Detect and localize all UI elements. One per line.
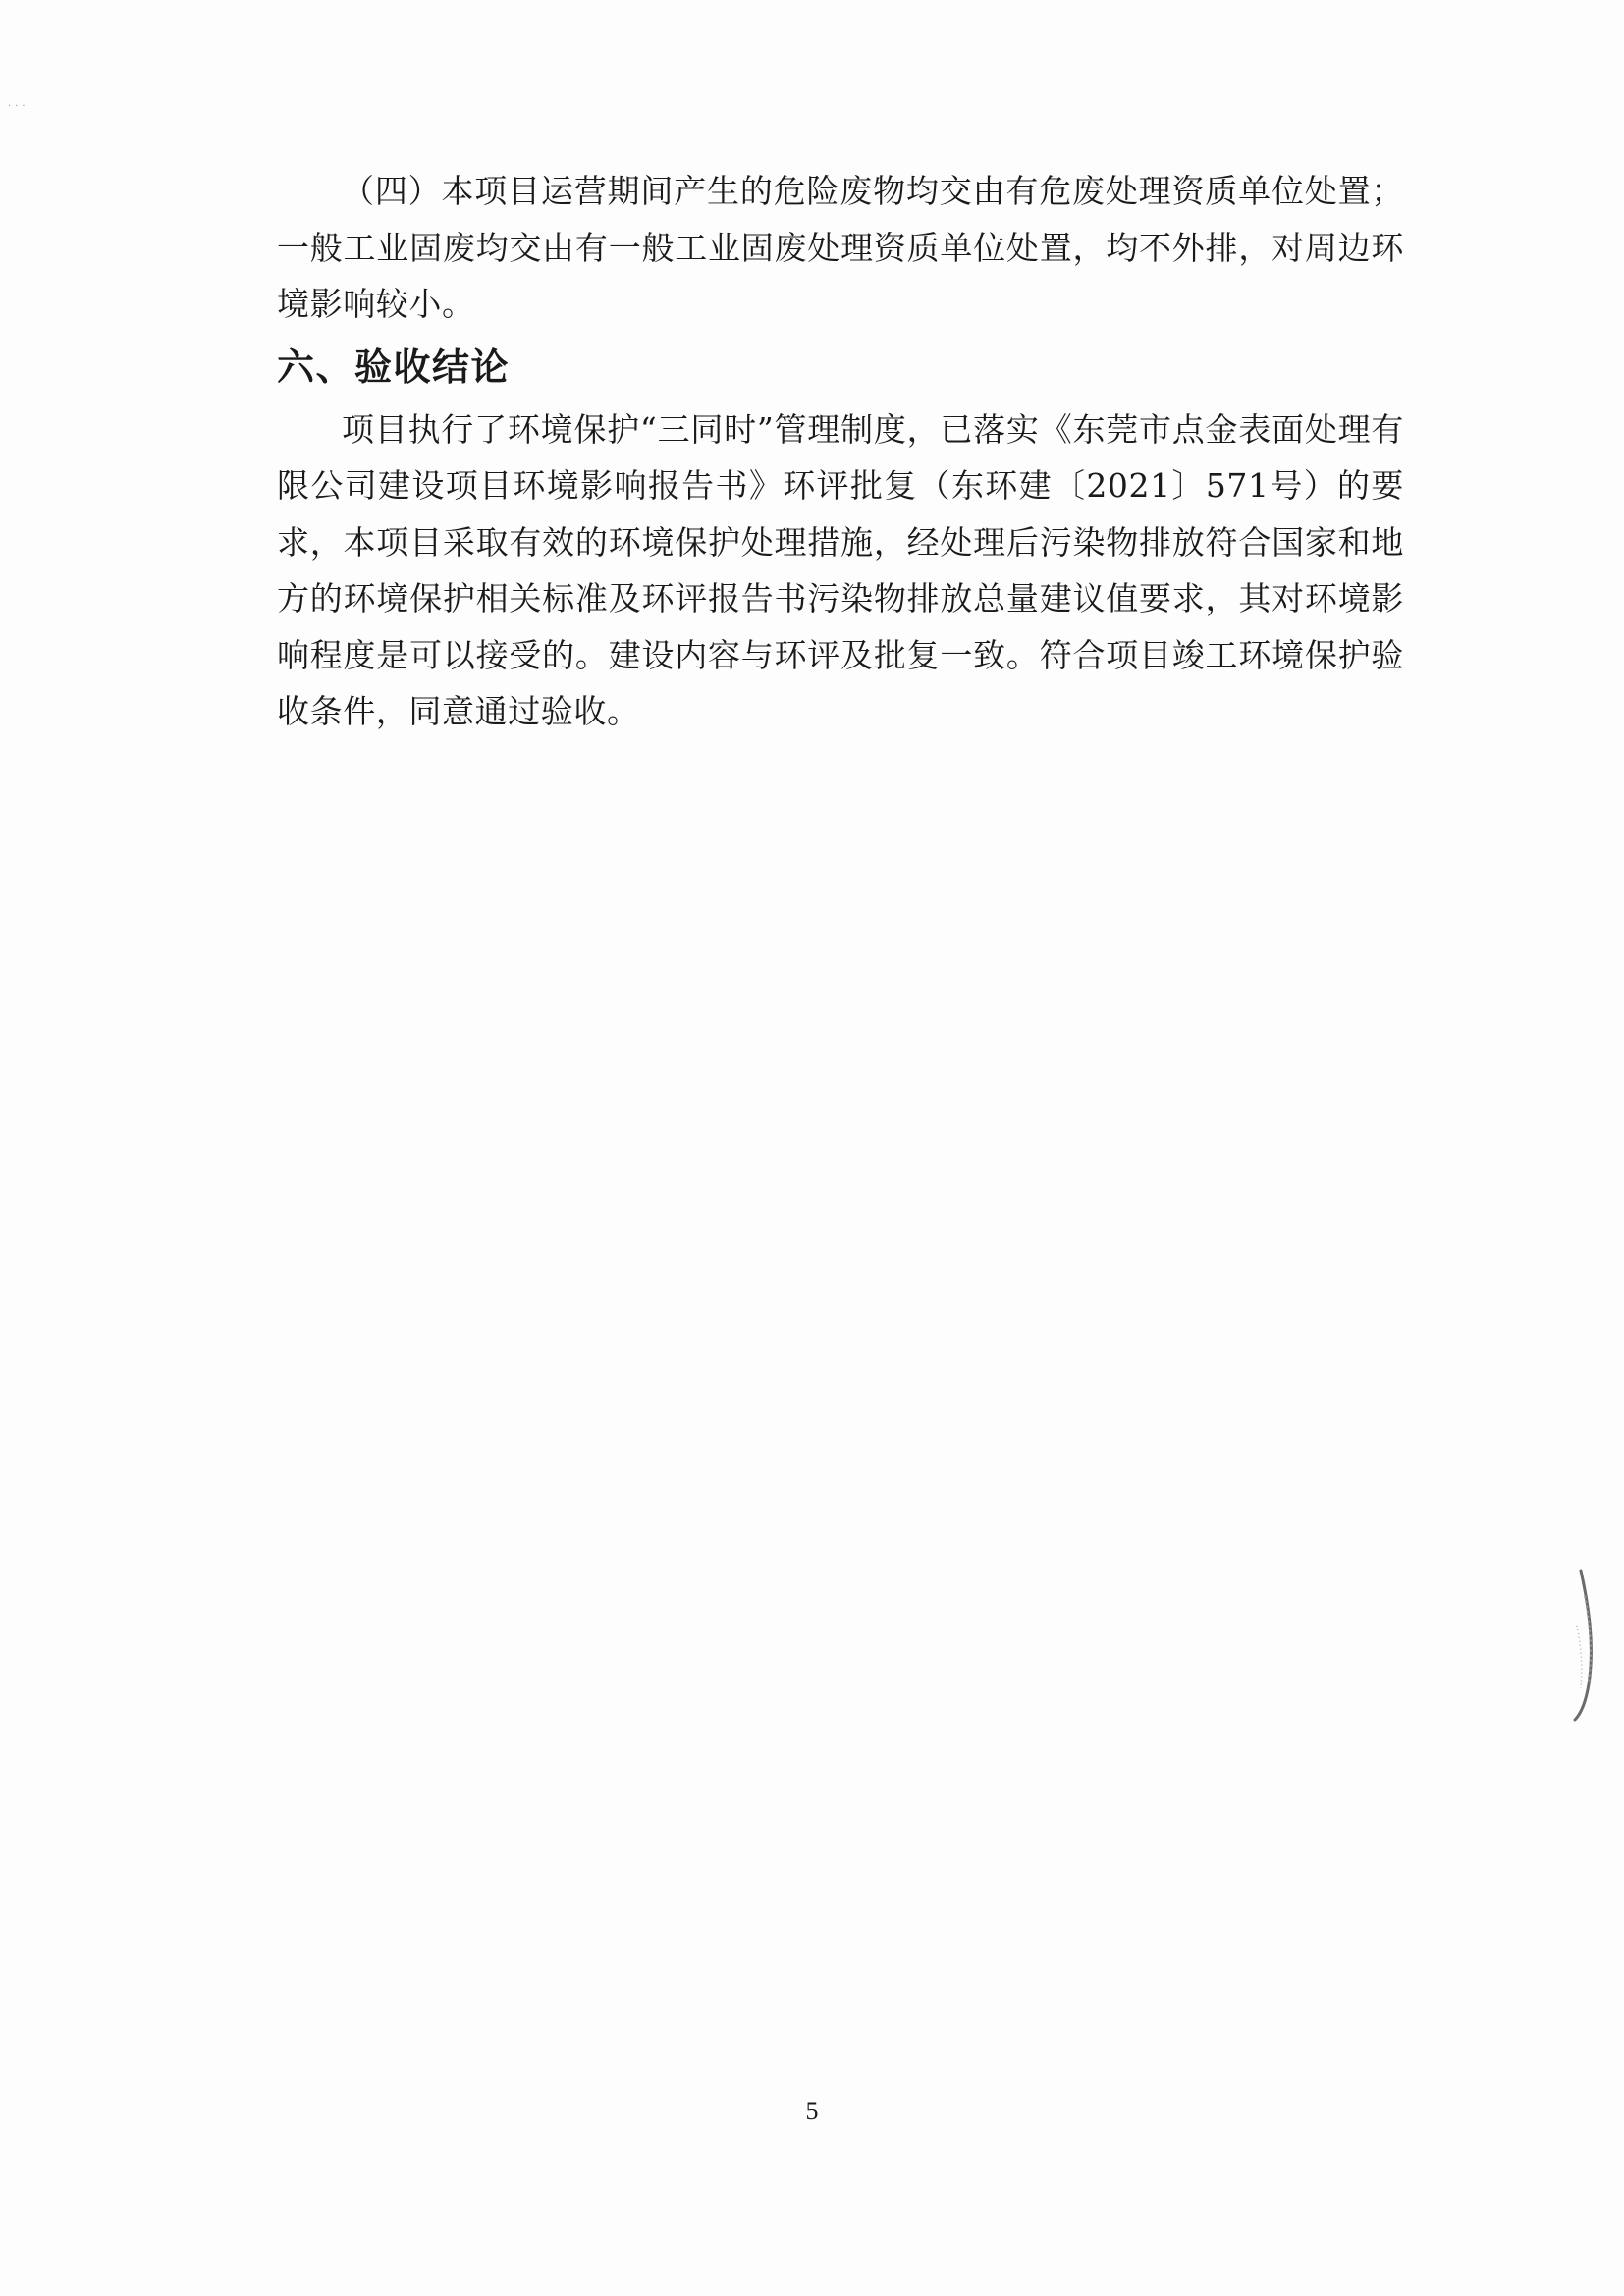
paragraph-acceptance-conclusion: 项目执行了环境保护“三同时”管理制度，已落实《东莞市点金表面处理有限公司建设项目环境影响报告书》环评批复（东环建〔2021〕571号）的要求，本项目采取有效的环境保护处理措施，经处理后污染物排放符合国家和地方的环境保护相关标准及环评报告书污染物排放总量建议值要求，其对环境影响程度是可以接受的。建设内容与环评及批复一致。符合项目竣工环境保护验收条件，同意通过验收。 [277,409,1404,730]
paragraph-hazardous-waste: （四）本项目运营期间产生的危险废物均交由有危废处理资质单位处置；一般工业固废均交由有一般工业固废处理资质单位处置，均不外排，对周边环境影响较小。 [277,172,1404,323]
section-heading-acceptance-conclusion: 六、验收结论 [277,345,511,389]
page-number: 5 [805,2097,819,2125]
scan-artifact-dots: ··· [8,101,29,112]
page-body [277,163,1404,740]
scan-edge-mark [1567,1567,1606,1724]
